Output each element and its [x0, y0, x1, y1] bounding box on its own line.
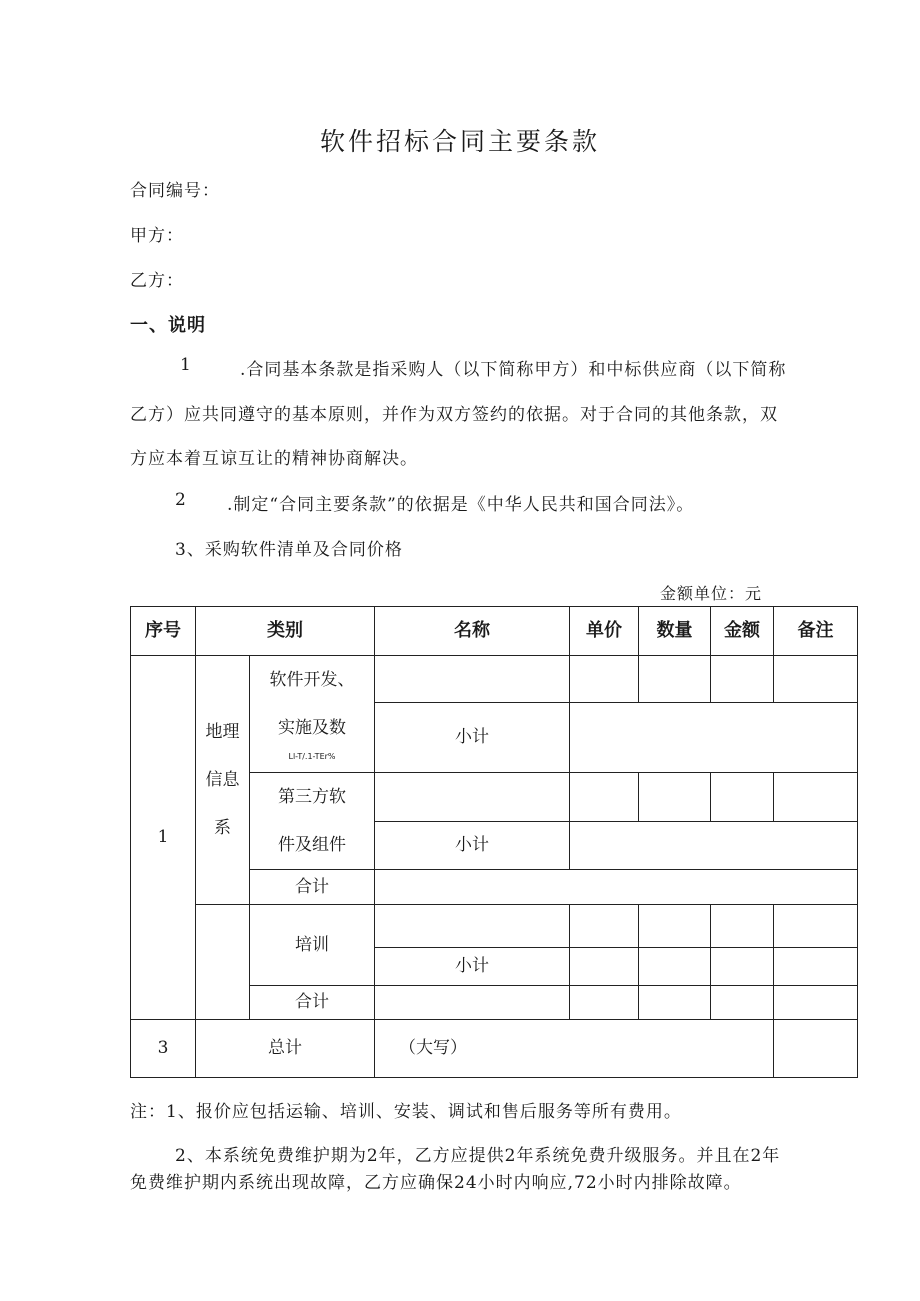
gis-total-label: 合计 [250, 870, 375, 905]
cell-empty [711, 948, 774, 986]
item2-text: .制定“合同主要条款”的依据是《中华人民共和国合同法》。 [227, 495, 695, 515]
row3-number: 3 [131, 1020, 196, 1078]
third-subtotal-label: 小计 [375, 822, 570, 870]
cell-empty [375, 870, 858, 905]
third-line2: 件及组件 [278, 835, 346, 855]
cell-empty [375, 905, 570, 948]
cell-empty [375, 773, 570, 822]
cell-empty [774, 948, 858, 986]
uppercase-amount-cell [375, 1020, 774, 1078]
cell-empty [570, 948, 639, 986]
header-category: 类别 [196, 607, 375, 656]
cell-empty [774, 986, 858, 1020]
note2-line2: 免费维护期内系统出现故障，乙方应确保24小时内响应,72小时内排除故障。 [130, 1173, 742, 1193]
item3-text: 3、采购软件清单及合同价格 [175, 540, 403, 560]
dev-line3: Ll-T/.1-TEr% [288, 752, 336, 761]
section1-heading: 一、说明 [130, 315, 206, 336]
cell-empty [774, 656, 858, 703]
cell-empty [711, 905, 774, 948]
third-line1: 第三方软 [278, 787, 346, 807]
cell-empty [774, 905, 858, 948]
dev-line1: 软件开发、 [269, 670, 355, 690]
note2-line1: 2、本系统免费维护期为2年，乙方应提供2年系统免费升级服务。并且在2年 [175, 1146, 781, 1166]
third-party-category-cell [250, 773, 375, 870]
cell-empty [639, 773, 711, 822]
note1: 注：1、报价应包括运输、培训、安装、调试和售后服务等所有费用。 [130, 1102, 682, 1122]
cell-empty [570, 822, 858, 870]
header-quantity: 数量 [639, 607, 711, 656]
item1-line2: 乙方）应共同遵守的基本原则，并作为双方签约的依据。对于合同的其他条款，双 [130, 405, 778, 425]
cell-empty [639, 948, 711, 986]
dev-subtotal-label: 小计 [375, 703, 570, 773]
item1-number: 1 [180, 355, 192, 375]
header-no: 序号 [131, 607, 196, 656]
header-name: 名称 [375, 607, 570, 656]
gis-category-cell [196, 656, 250, 905]
cell-empty [711, 656, 774, 703]
item1-line3: 方应本着互谅互让的精神协商解决。 [130, 449, 418, 469]
training-subtotal-label: 小计 [375, 948, 570, 986]
cell-empty [375, 986, 570, 1020]
cell-empty [570, 905, 639, 948]
contract-number-label: 合同编号： [130, 181, 220, 201]
cell-empty [639, 656, 711, 703]
cell-empty [639, 905, 711, 948]
cell-empty [774, 773, 858, 822]
header-unit-price: 单价 [570, 607, 639, 656]
cell-empty [570, 773, 639, 822]
cell-empty [375, 656, 570, 703]
gis-line3: 系 [214, 818, 231, 838]
cell-empty [639, 986, 711, 1020]
party-b-label: 乙方： [130, 271, 184, 291]
uppercase-amount-note: （大写） [399, 1038, 467, 1059]
price-table [130, 606, 858, 1078]
dev-category-cell [250, 656, 375, 773]
cell-empty [711, 986, 774, 1020]
row1-number: 1 [131, 656, 196, 1020]
document-title: 软件招标合同主要条款 [319, 127, 600, 156]
header-remark: 备注 [774, 607, 858, 656]
dev-line2: 实施及数 [278, 718, 346, 738]
cell-empty [711, 773, 774, 822]
training-category: 培训 [250, 905, 375, 986]
gis-line2: 信息 [205, 770, 240, 790]
item1-line1: .合同基本条款是指采购人（以下简称甲方）和中标供应商（以下简称 [240, 360, 787, 380]
cell-empty [774, 1020, 858, 1078]
training-group-cell [196, 905, 250, 1020]
grand-total-label: 总计 [196, 1020, 375, 1078]
party-a-label: 甲方： [130, 226, 184, 246]
gis-line1: 地理 [205, 722, 240, 742]
amount-unit-label: 金额单位：元 [660, 584, 763, 603]
training-total-label: 合计 [250, 986, 375, 1020]
cell-empty [570, 986, 639, 1020]
header-amount: 金额 [711, 607, 774, 656]
item2-number: 2 [175, 490, 187, 510]
cell-empty [570, 703, 858, 773]
cell-empty [570, 656, 639, 703]
